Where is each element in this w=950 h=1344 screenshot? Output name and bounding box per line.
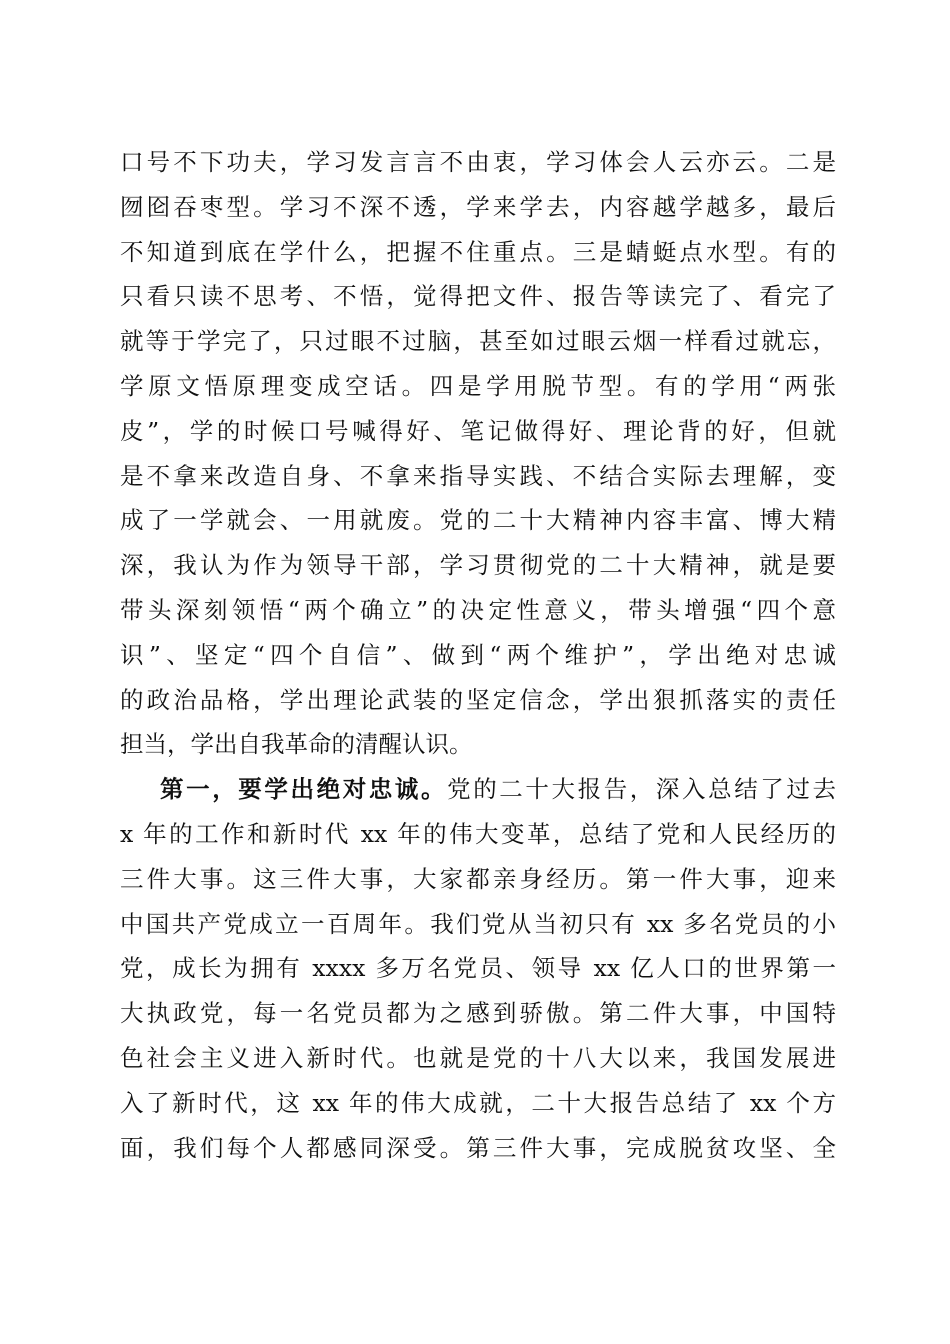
text-line: 的政治品格，学出理论武装的坚定信念，学出狠抓落实的责任: [120, 685, 836, 714]
text-line: 担当，学出自我革命的清醒认识。: [120, 730, 473, 759]
text-line: 口号不下功夫，学习发言言不由衷，学习体会人云亦云。二是: [120, 148, 836, 176]
text-line: x 年的工作和新时代 xx 年的伟大变革，总结了党和人民经历的: [120, 819, 836, 848]
text-span: 党的二十大报告，深入总结了过去: [447, 775, 836, 804]
section-heading: 第一，要学出绝对忠诚。: [160, 775, 448, 804]
text-line: 是不拿来改造自身、不拿来指导实践、不结合实际去理解，变: [120, 461, 836, 490]
text-line: 识”、坚定“四个自信”、做到“两个维护”，学出绝对忠诚: [120, 640, 836, 669]
text-line: 三件大事。这三件大事，大家都亲身经历。第一件大事，迎来: [120, 864, 836, 893]
text-line: 囫囵吞枣型。学习不深不透，学来学去，内容越学越多，最后: [120, 192, 836, 221]
text-line: 色社会主义进入新时代。也就是党的十八大以来，我国发展进: [120, 1043, 836, 1072]
text-line: 中国共产党成立一百周年。我们党从当初只有 xx 多名党员的小: [120, 909, 836, 938]
text-line: 党，成长为拥有 xxxx 多万名党员、领导 xx 亿人口的世界第一: [120, 954, 836, 983]
text-line: 只看只读不思考、不悟，觉得把文件、报告等读完了、看完了: [120, 282, 836, 311]
text-line: 就等于学完了，只过眼不过脑，甚至如过眼云烟一样看过就忘，: [120, 327, 836, 356]
paragraph-first-line: [120, 767, 836, 812]
text-line: 面，我们每个人都感同深受。第三件大事，完成脱贫攻坚、全: [120, 1133, 836, 1162]
text-line: 入了新时代，这 xx 年的伟大成就，二十大报告总结了 xx 个方: [120, 1088, 836, 1117]
text-line: 不知道到底在学什么，把握不住重点。三是蜻蜓点水型。有的: [120, 237, 836, 266]
text-line: 皮”，学的时候口号喊得好、笔记做得好、理论背的好，但就: [120, 416, 836, 445]
text-line: 大执政党，每一名党员都为之感到骄傲。第二件大事，中国特: [120, 999, 836, 1028]
body-text: [120, 140, 836, 1170]
text-line: 深，我认为作为领导干部，学习贯彻党的二十大精神，就是要: [120, 551, 836, 580]
text-line: 学原文悟原理变成空话。四是学用脱节型。有的学用“两张: [120, 371, 836, 400]
text-line: 成了一学就会、一用就废。党的二十大精神内容丰富、博大精: [120, 506, 836, 535]
text-line: 带头深刻领悟“两个确立”的决定性意义，带头增强“四个意: [120, 595, 836, 624]
